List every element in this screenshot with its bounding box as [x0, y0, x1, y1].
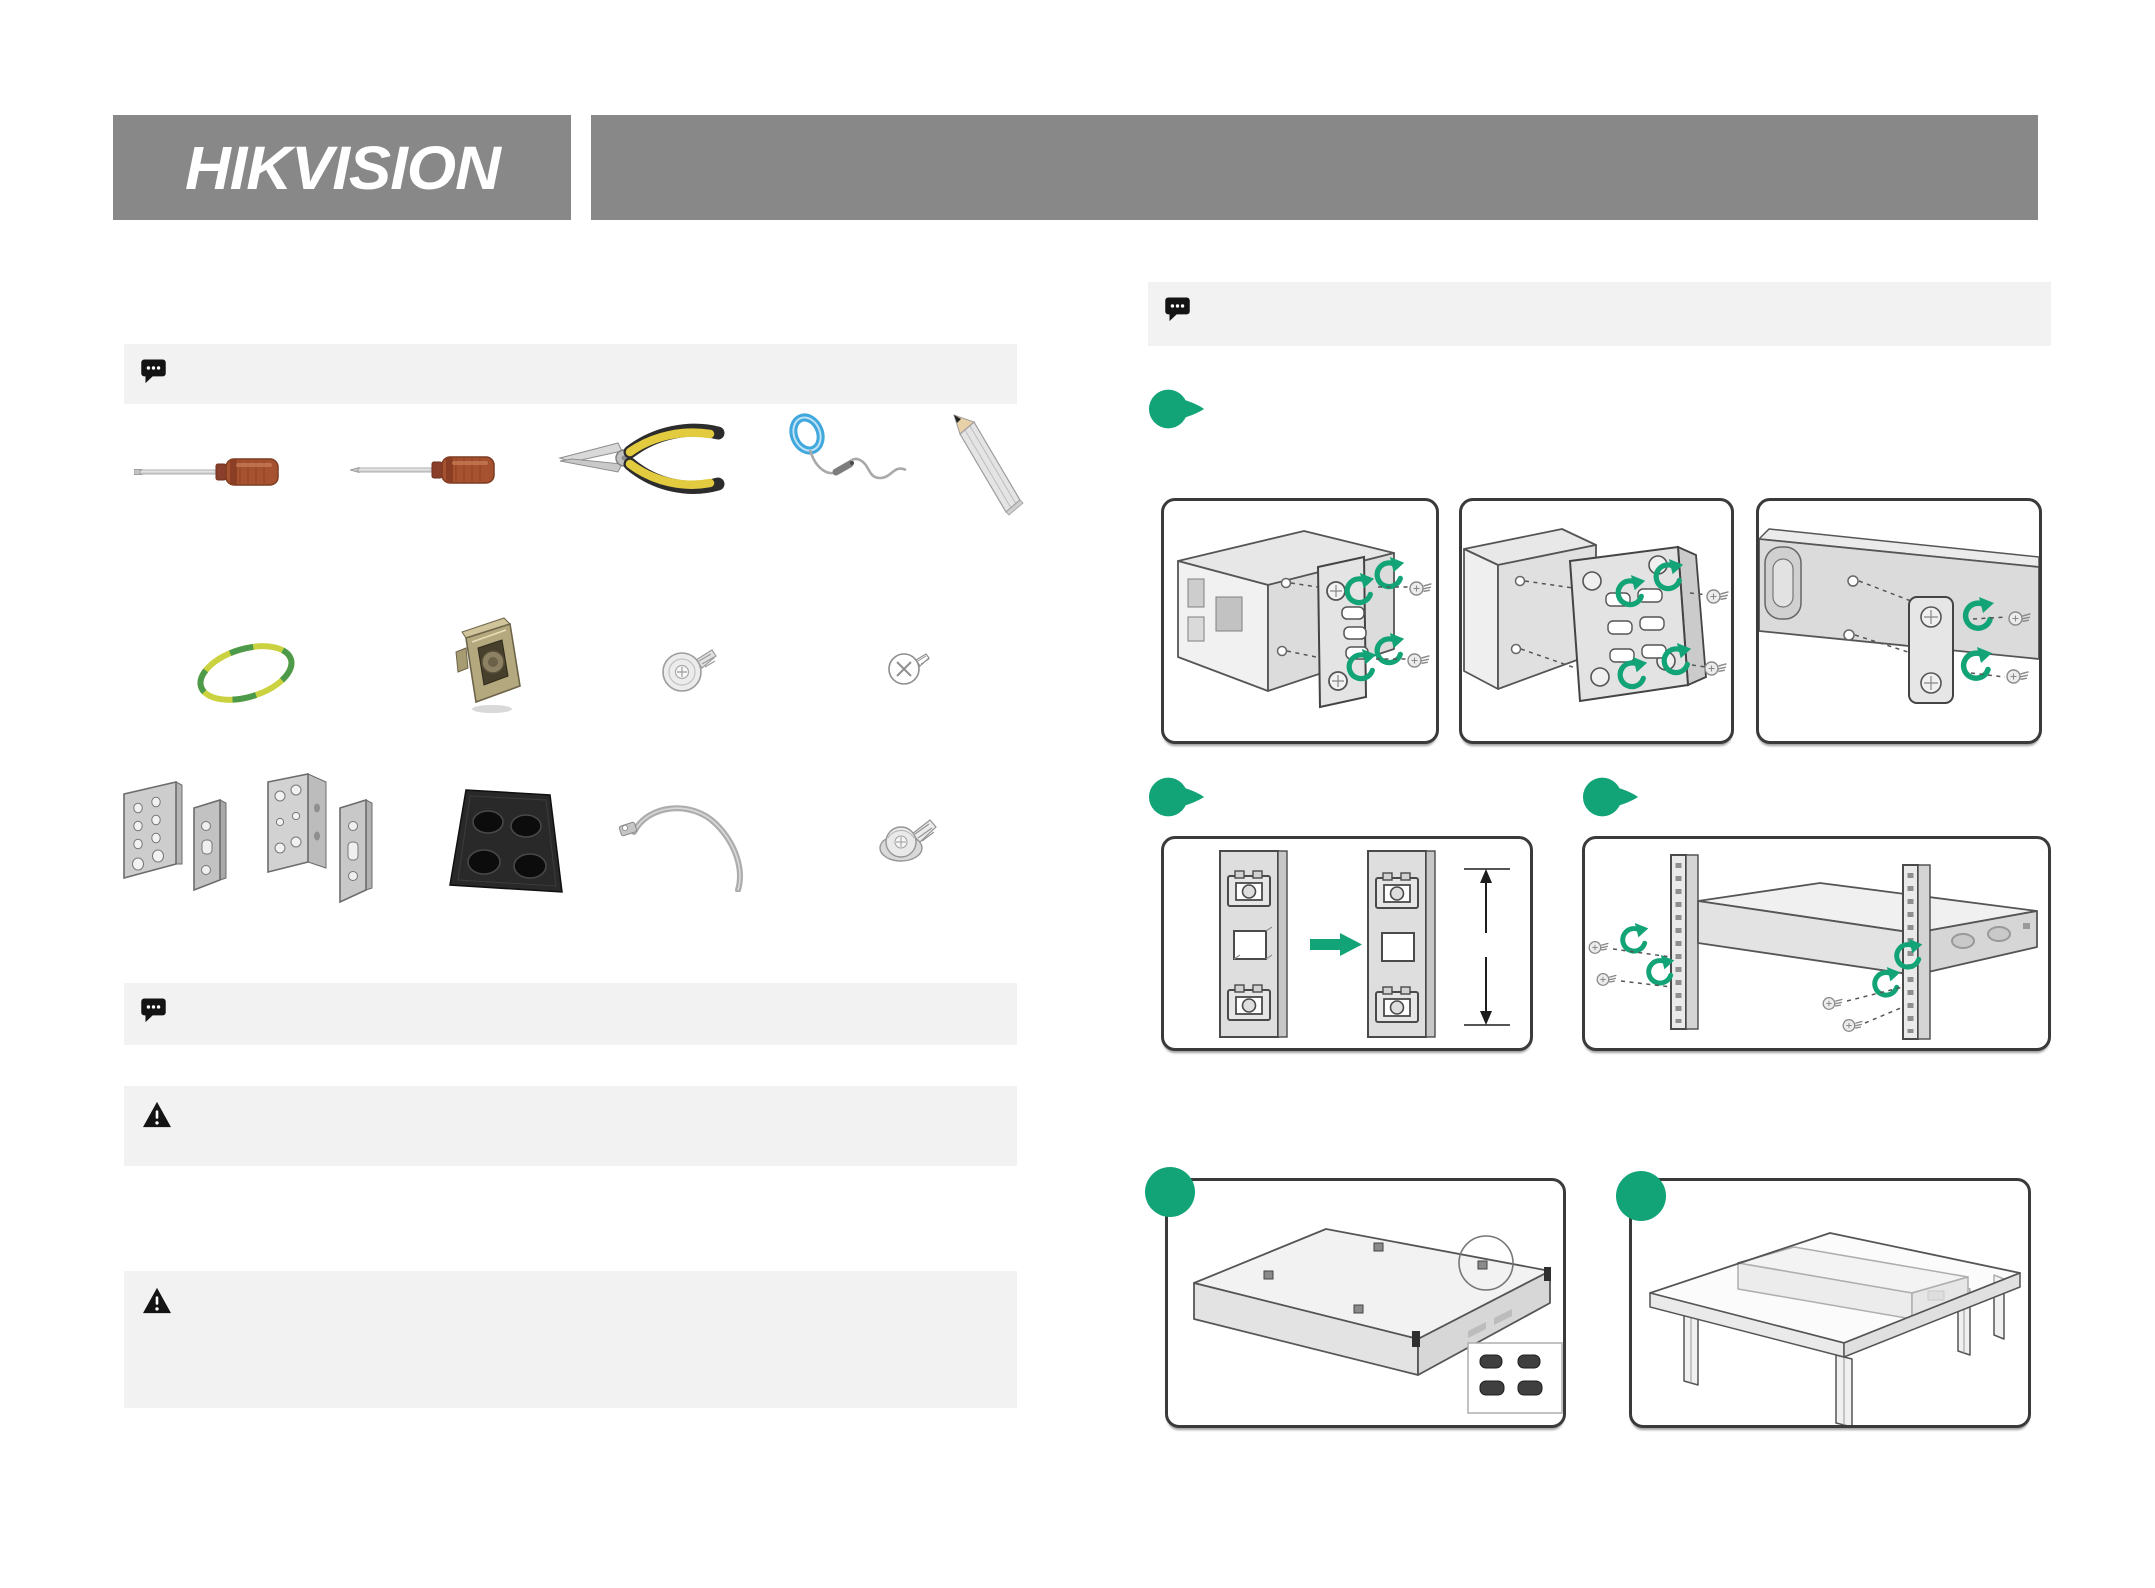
step-pointer-icon-2 — [1148, 774, 1206, 820]
step-pointer-icon-3 — [1582, 774, 1640, 820]
figure-attach-bracket-style-c — [1756, 498, 2042, 744]
cage-nut-install-illustration — [1164, 839, 1530, 1048]
pencil-image — [946, 410, 1026, 522]
figure-attach-rubber-feet — [1165, 1178, 1566, 1428]
figure-attach-bracket-style-a — [1161, 498, 1439, 744]
rack-bracket-pair-a-image — [122, 778, 242, 892]
figure-install-cage-nuts — [1161, 836, 1533, 1051]
rubber-feet-pad-image — [448, 788, 568, 898]
title-band — [591, 115, 2038, 220]
step-circle-icon-2 — [1616, 1171, 1666, 1221]
figure-place-on-workbench — [1629, 1178, 2031, 1428]
note-bar-right — [1148, 282, 2051, 346]
cord-with-tape-marker-image — [780, 412, 910, 507]
step-circle-icon-1 — [1145, 1167, 1195, 1217]
hikvision-logo-text: HIKVISION — [184, 133, 500, 202]
washer-screw-image — [874, 810, 940, 870]
bracket-style-b-illustration — [1462, 501, 1731, 741]
bracket-style-c-illustration — [1759, 501, 2039, 741]
figure-mount-device-into-rack — [1582, 836, 2051, 1051]
bracket-style-a-illustration — [1164, 501, 1436, 741]
grounding-cable-image — [618, 798, 760, 892]
note-bar-install — [124, 983, 1017, 1045]
desk-placement-illustration — [1632, 1181, 2028, 1425]
figure-attach-bracket-style-b — [1459, 498, 1734, 744]
warning-bar-1 — [124, 1086, 1017, 1166]
warning-bar-2 — [124, 1271, 1017, 1408]
pan-head-screw-image — [656, 640, 720, 700]
warning-triangle-icon — [142, 1101, 172, 1129]
grounding-ring-cable-image — [186, 632, 306, 714]
rack-mount-illustration — [1585, 839, 2048, 1048]
note-bubble-icon — [140, 996, 167, 1023]
warning-triangle-icon — [142, 1287, 172, 1315]
hikvision-logo — [113, 115, 571, 220]
phillips-screwdriver-image — [350, 444, 500, 496]
rack-bracket-pair-b-image — [266, 770, 384, 904]
note-bubble-icon — [140, 357, 167, 384]
rubber-feet-install-illustration — [1168, 1181, 1563, 1425]
cage-nut-image — [444, 612, 540, 716]
note-bar-tools — [124, 344, 1017, 404]
flathead-screwdriver-image — [134, 446, 284, 498]
step-pointer-icon-1 — [1148, 386, 1206, 432]
needle-nose-pliers-image — [558, 420, 726, 502]
countersunk-screw-image — [880, 642, 932, 694]
note-bubble-icon — [1164, 295, 1191, 322]
